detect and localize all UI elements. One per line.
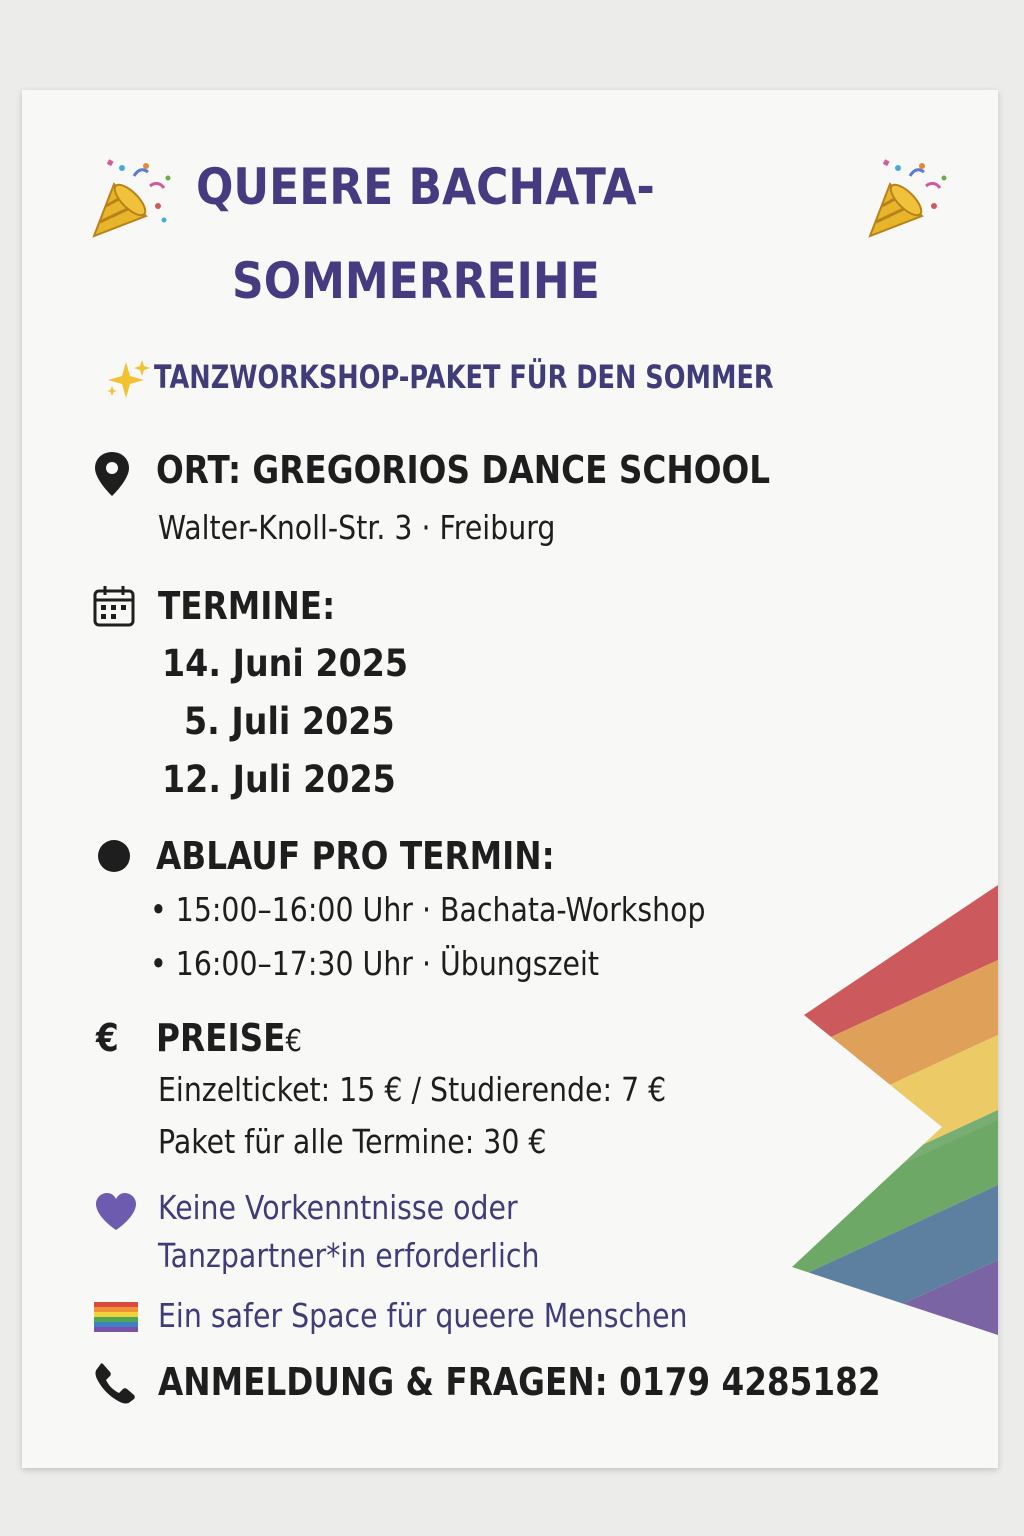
date-item: 12. Juli 2025: [162, 758, 396, 801]
sparkles-icon: [104, 358, 152, 400]
title-line-1: QUEERE BACHATA-: [196, 158, 655, 216]
heart-icon: [94, 1192, 138, 1232]
dates-heading: TERMINE:: [158, 584, 336, 628]
phone-icon: [94, 1362, 136, 1404]
price-package: Paket für alle Termine: 30 €: [158, 1122, 547, 1161]
date-item: 14. Juni 2025: [162, 642, 409, 685]
subtitle: TANZWORKSHOP-PAKET FÜR DEN SOMMER: [154, 358, 774, 396]
bullet-dot-icon: [96, 838, 132, 874]
location-address: Walter-Knoll-Str. 3 · Freiburg: [158, 508, 556, 547]
price-single: Einzelticket: 15 € / Studierende: 7 €: [158, 1070, 667, 1109]
prices-heading-suffix: €: [285, 1024, 302, 1059]
euro-icon: €: [96, 1016, 119, 1060]
poster: [22, 90, 998, 1468]
safe-space-note: Ein safer Space für queere Menschen: [158, 1296, 688, 1335]
rainbow-decoration: [792, 885, 998, 1335]
location-heading: ORT: GREGORIOS DANCE SCHOOL: [156, 448, 771, 492]
party-popper-icon: [88, 156, 174, 240]
prices-heading-text: PREISE: [156, 1016, 286, 1060]
schedule-heading: ABLAUF PRO TERMIN:: [156, 834, 555, 878]
contact-text: ANMELDUNG & FRAGEN: 0179 4285182: [158, 1360, 881, 1404]
rainbow-flag-icon: [94, 1302, 138, 1332]
no-experience-line-2: Tanzpartner*in erforderlich: [158, 1236, 540, 1275]
party-popper-icon: [864, 156, 950, 240]
map-pin-icon: [92, 450, 132, 498]
prices-heading: [156, 1016, 302, 1060]
schedule-item: • 16:00–17:30 Uhr · Übungszeit: [150, 944, 599, 983]
no-experience-line-1: Keine Vorkenntnisse oder: [158, 1188, 518, 1227]
date-item: 5. Juli 2025: [184, 700, 395, 743]
schedule-item: • 15:00–16:00 Uhr · Bachata-Workshop: [150, 890, 706, 929]
title-line-2: SOMMERREIHE: [232, 252, 600, 310]
calendar-icon: [92, 584, 136, 628]
